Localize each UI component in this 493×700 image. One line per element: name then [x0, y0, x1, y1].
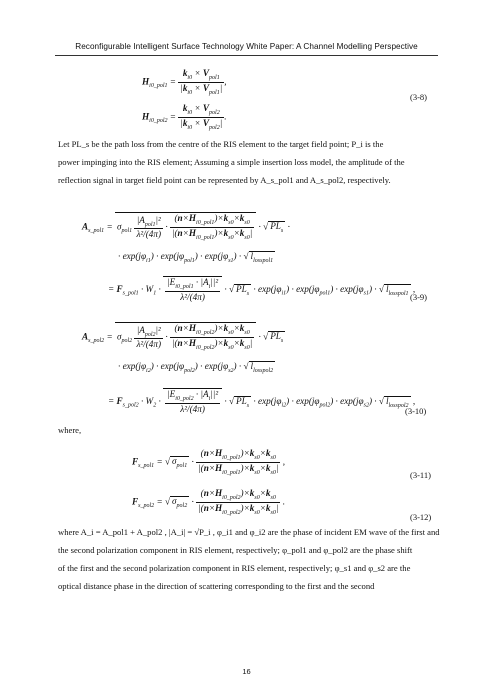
paragraph-line: the second polarization component in RIS element, respectively; φ_pol1 and φ_pol2 are the phase shift	[58, 545, 413, 555]
equation-number: (3-12)	[410, 512, 432, 522]
equation-3-8-a: $H_{i0\_pol1}$ = $\frac{k_{i0} \times V_{pol1}}{|k_{i0} \times V_{pol1}|}$ ,	[142, 68, 227, 96]
equation-number: (3-10)	[405, 406, 427, 416]
equation-3-10-line-2: · $\exp(j\varphi_{i2}) \cdot \exp(j\varphi_{pol2}) \cdot \exp(j\varphi_{s2})$ · √ $l_{losspol2}$	[118, 361, 274, 374]
page-number: 16	[242, 667, 251, 676]
header-rule	[55, 55, 438, 56]
equation-3-9-line-3: = $F_{s\_pol1} \cdot W_1$ · $\frac{|E_{i0\_pol1} \cdot |A_i||^2}{\text{λ²/(4π)}}$ · √ $PL_s \cdot \exp(j\varphi_{i1}) \cdot \exp(j\varphi_{pol1}) \cdot \exp(j\varphi_{s1})$ · √ $l_{losspol1}$ ,	[108, 277, 416, 302]
paragraph-line: optical distance phase in the direction of scattering corresponding to the first and the second	[58, 581, 375, 591]
paragraph-line: of the first and the second polarization component in RIS element, respectively; φ_s1 and φ_s2 are the	[58, 563, 411, 573]
equation-3-10-line-3: = $F_{s\_pol2} \cdot W_2$ · $\frac{|E_{i0\_pol2} \cdot |A_i||^2}{\text{λ²/(4π)}}$ · √ $PL_s \cdot \exp(j\varphi_{i2}) \cdot \exp(j\varphi_{pol2}) \cdot \exp(j\varphi_{s2})$ · √ $l_{losspol2}$ ,	[108, 389, 416, 414]
paragraph-line: Let PL_s be the path loss from the centre of the RIS element to the target field point; P_i is the	[58, 139, 384, 149]
equation-3-9-line-1: $A_{s\_pol1} = \sigma_{pol1}$ $\frac{|A_{pol1}|^2}{\text{λ²/(4π)}}$ · $\frac{(n\times H_{i0\_pol1})\times k_{s0}\times k_{s0}}{|(n\times H_{i0\_pol1})\times k_{s0}\times k_{s0}|}$ · √ $PL_s$ ·	[82, 213, 290, 241]
equation-number: (3-11)	[410, 470, 431, 480]
equation-3-8-b: $H_{i0\_pol2}$ = $\frac{k_{i0} \times V_{pol2}}{|k_{i0} \times V_{pol2}|}$ .	[142, 103, 227, 131]
running-header: Reconfigurable Intelligent Surface Technology White Paper: A Channel Modelling Perspective	[75, 42, 418, 51]
where-label: where,	[58, 425, 82, 435]
paragraph-line: where A_i = A_pol1 + A_pol2 , |A_i| = √P_i , φ_i1 and φ_i2 are the phase of incident EM wave of the first and	[58, 527, 440, 537]
equation-3-9-line-2: · $\exp(j\varphi_{i1}) \cdot \exp(j\varphi_{pol1}) \cdot \exp(j\varphi_{s1})$ · √ $l_{losspol1}$	[118, 251, 274, 264]
equation-number: (3-8)	[410, 92, 427, 102]
equation-number: (3-9)	[410, 292, 427, 302]
equation-3-12: $F_{s\_pol2}$ = √ $\sigma_{pol2}$ · $\frac{(n\times H_{i0\_pol2})\times k_{s0}\times k_{s0}}{|(n\times H_{i0\_pol2})\times k_{s0}\times k_{s0}|}$ .	[132, 488, 285, 516]
equation-3-10-line-1: $A_{s\_pol2} = \sigma_{pol2}$ $\frac{|A_{pol2}|^2}{\text{λ²/(4π)}}$ · $\frac{(n\times H_{i0\_pol2})\times k_{s0}\times k_{s0}}{|(n\times H_{i0\_pol2})\times k_{s0}\times k_{s0}|}$ · √ $PL_s$	[82, 323, 284, 351]
equation-3-11: $F_{s\_pol1}$ = √ $\sigma_{pol1}$ · $\frac{(n\times H_{i0\_pol1})\times k_{s0}\times k_{s0}}{|(n\times H_{i0\_pol1})\times k_{s0}\times k_{s0}|}$ ,	[132, 448, 285, 476]
paragraph-line: power impinging into the RIS element; Assuming a simple insertion loss model, the amplitude of the	[58, 157, 405, 167]
paragraph-line: reflection signal in target field point can be represented by A_s_pol1 and A_s_pol2, respectively.	[58, 175, 391, 185]
